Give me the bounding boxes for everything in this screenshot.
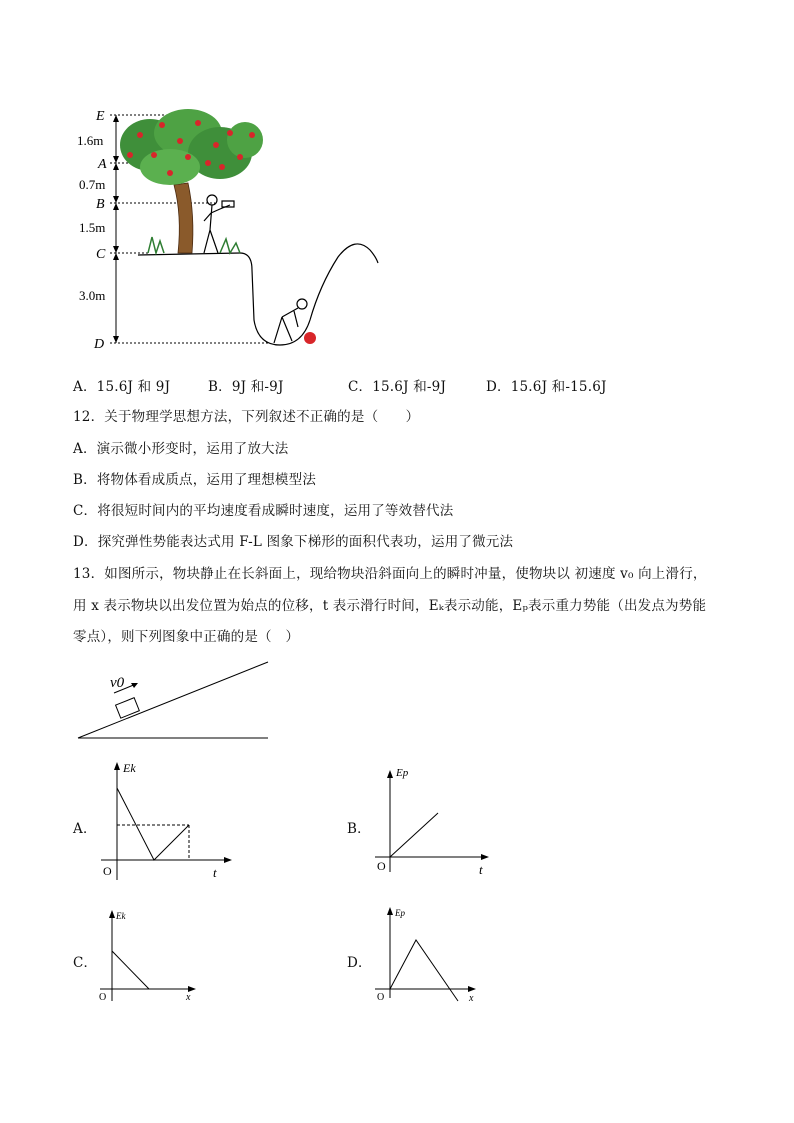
- graph-a-ylabel: Ek: [123, 761, 136, 775]
- incline-figure: [70, 655, 280, 745]
- q11-option-c: C．15.6J 和-9J: [348, 379, 447, 395]
- graph-a-origin: O: [103, 864, 112, 878]
- tree-canopy: [120, 109, 263, 185]
- person-bottom: [274, 299, 307, 343]
- q13-option-b-label: B．: [347, 821, 371, 837]
- q13-option-c-label: C．: [73, 955, 98, 971]
- tree-trunk: [174, 183, 193, 253]
- level-B: B: [96, 197, 105, 212]
- q12-option-c: C．将很短时间内的平均速度看成瞬时速度，运用了等效替代法: [73, 503, 454, 519]
- level-C: C: [96, 247, 106, 262]
- q11-option-d: D．15.6J 和-15.6J: [486, 379, 607, 395]
- q12-option-d: D．探究弹性势能表达式用 F-L 图象下梯形的面积代表功，运用了微元法: [73, 534, 514, 550]
- graph-b: [370, 764, 500, 879]
- graph-c-curve: [112, 951, 149, 989]
- q11-option-a: A．15.6J 和 9J: [73, 379, 171, 395]
- height-CD: 3.0m: [79, 288, 106, 303]
- graph-b-curve: [390, 813, 438, 857]
- graph-c-ylabel: Ek: [116, 911, 126, 921]
- level-A: A: [98, 157, 107, 172]
- height-BC: 1.5m: [79, 220, 106, 235]
- graph-a: [95, 758, 240, 888]
- level-D: D: [94, 337, 105, 352]
- q13-stem-line-2: 用 x 表示物块以出发位置为始点的位移，t 表示滑行时间，Eₖ表示动能，Eₚ表示重力势能（出发点为势能: [73, 598, 707, 614]
- q13-option-a-label: A．: [73, 821, 97, 837]
- graph-d-xlabel: x: [469, 993, 474, 1004]
- height-AB: 0.7m: [79, 177, 106, 192]
- q11-figure: [70, 105, 400, 355]
- graph-d-origin: O: [377, 992, 385, 1003]
- q13-stem-line-1: 13．如图所示，物块静止在长斜面上，现给物块沿斜面向上的瞬时冲量，使物块以 初速度 v₀ 向上滑行，: [73, 566, 707, 582]
- graph-b-xlabel: t: [479, 862, 483, 877]
- graph-c-origin: O: [99, 992, 107, 1003]
- q12-option-a: A．演示微小形变时，运用了放大法: [73, 441, 289, 457]
- ground-profile: [138, 244, 378, 345]
- graph-d-ylabel: Ep: [395, 908, 405, 918]
- graph-c: [95, 905, 205, 1005]
- graph-a-curve: [117, 788, 189, 860]
- incline-slope: [78, 662, 268, 738]
- q13-option-d-label: D．: [347, 955, 372, 971]
- level-E: E: [96, 109, 105, 124]
- fallen-apple: [304, 332, 316, 344]
- graph-b-origin: O: [377, 859, 386, 873]
- graph-b-ylabel: Ep: [396, 767, 409, 779]
- graph-d-curve: [390, 940, 458, 1001]
- person-top: [204, 195, 234, 253]
- q12-stem: 12．关于物理学思想方法，下列叙述不正确的是（ ）: [73, 409, 420, 425]
- v0-label: v0: [110, 675, 125, 691]
- height-EA: 1.6m: [77, 133, 104, 148]
- q13-stem-line-3: 零点），则下列图象中正确的是（ ）: [73, 629, 300, 645]
- graph-c-xlabel: x: [186, 992, 191, 1003]
- q12-option-b: B．将物体看成质点，运用了理想模型法: [73, 472, 317, 488]
- q11-option-b: B．9J 和-9J: [208, 379, 284, 395]
- graph-a-xlabel: t: [213, 865, 217, 880]
- graph-d: [370, 902, 485, 1005]
